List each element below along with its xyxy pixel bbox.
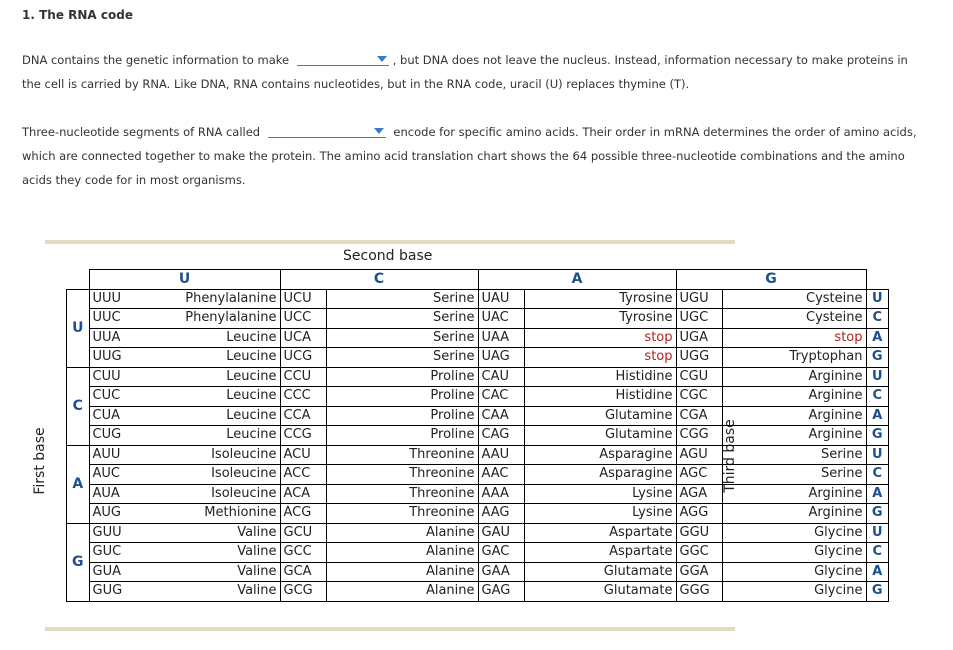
codon: UGU: [676, 289, 722, 309]
amino-acid: Tyrosine: [524, 289, 676, 309]
codon-row: [67, 328, 889, 348]
codon-table: [66, 269, 889, 602]
amino-acid: Arginine: [722, 406, 866, 426]
dropdown-arrow-icon: [377, 56, 387, 62]
amino-acid: Proline: [326, 426, 478, 446]
third-base-letter: A: [866, 562, 889, 582]
third-base-letter: C: [866, 387, 889, 407]
amino-acid: Valine: [135, 543, 281, 563]
third-base-letter: G: [866, 348, 889, 368]
second-base-header: C: [280, 270, 478, 290]
codon: AAC: [478, 465, 524, 485]
codon-row: [67, 523, 889, 543]
amino-acid: Arginine: [722, 387, 866, 407]
amino-acid: Proline: [326, 387, 478, 407]
third-base-letter: G: [866, 426, 889, 446]
codon: CUC: [89, 387, 135, 407]
amino-acid: Leucine: [135, 367, 281, 387]
codon: CGC: [676, 387, 722, 407]
codon: AAU: [478, 445, 524, 465]
codon: AGU: [676, 445, 722, 465]
codon: AGC: [676, 465, 722, 485]
codon: GAG: [478, 582, 524, 602]
amino-acid: Leucine: [135, 328, 281, 348]
amino-acid: Arginine: [722, 426, 866, 446]
paragraph-2: [22, 120, 927, 192]
amino-acid: Glycine: [722, 543, 866, 563]
amino-acid: Phenylalanine: [135, 289, 281, 309]
codon: ACA: [280, 484, 326, 504]
codon: ACU: [280, 445, 326, 465]
amino-acid: Serine: [722, 465, 866, 485]
codon-row: [67, 387, 889, 407]
first-base-letter: C: [67, 367, 90, 445]
codon: CGA: [676, 406, 722, 426]
codon: UUU: [89, 289, 135, 309]
dropdown-arrow-icon: [374, 128, 384, 134]
codon-row: [67, 582, 889, 602]
codon: UGG: [676, 348, 722, 368]
codon-row: [67, 445, 889, 465]
amino-acid: Isoleucine: [135, 465, 281, 485]
amino-acid: Phenylalanine: [135, 309, 281, 329]
paragraph-1: [22, 48, 927, 96]
codon: UCA: [280, 328, 326, 348]
amino-acid: Arginine: [722, 504, 866, 524]
codon-row: [67, 289, 889, 309]
bottom-divider: [45, 627, 735, 631]
codon: GUG: [89, 582, 135, 602]
codon: CCA: [280, 406, 326, 426]
codon: GCA: [280, 562, 326, 582]
amino-acid: Serine: [722, 445, 866, 465]
second-base-header: A: [478, 270, 676, 290]
amino-acid: Valine: [135, 582, 281, 602]
codon-row: [67, 562, 889, 582]
amino-acid: Glycine: [722, 523, 866, 543]
amino-acid: Glutamate: [524, 582, 676, 602]
first-base-label: First base: [32, 427, 48, 495]
codon: CAA: [478, 406, 524, 426]
second-base-label: Second base: [343, 248, 433, 264]
codon: GCU: [280, 523, 326, 543]
table-corner: [67, 270, 90, 290]
amino-acid: Glycine: [722, 562, 866, 582]
codon: AUC: [89, 465, 135, 485]
codon: GAC: [478, 543, 524, 563]
amino-acid: Isoleucine: [135, 445, 281, 465]
codon: CCU: [280, 367, 326, 387]
third-base-label: Third base: [722, 419, 738, 493]
amino-acid: Leucine: [135, 426, 281, 446]
amino-acid: Leucine: [135, 387, 281, 407]
paragraph-1-before: DNA contains the genetic information to make: [22, 53, 290, 67]
codon: GGG: [676, 582, 722, 602]
amino-acid: Alanine: [326, 543, 478, 563]
codon: CAC: [478, 387, 524, 407]
codon-row: [67, 484, 889, 504]
codon: CUG: [89, 426, 135, 446]
codon: GCC: [280, 543, 326, 563]
amino-acid: Leucine: [135, 406, 281, 426]
third-base-letter: G: [866, 582, 889, 602]
codon: GUC: [89, 543, 135, 563]
first-base-wrap: [32, 427, 48, 495]
codon: CGU: [676, 367, 722, 387]
codon-row: [67, 348, 889, 368]
codon: AGA: [676, 484, 722, 504]
codon: AAA: [478, 484, 524, 504]
amino-acid: Serine: [326, 289, 478, 309]
amino-acid: Glutamate: [524, 562, 676, 582]
codon: UUA: [89, 328, 135, 348]
codon: UAC: [478, 309, 524, 329]
third-base-letter: A: [866, 484, 889, 504]
codon: ACC: [280, 465, 326, 485]
amino-acid: stop: [524, 348, 676, 368]
amino-acid: Methionine: [135, 504, 281, 524]
amino-acid: Glutamine: [524, 406, 676, 426]
codon: GGC: [676, 543, 722, 563]
first-base-letter: A: [67, 445, 90, 523]
amino-acid: Arginine: [722, 484, 866, 504]
codon-row: [67, 426, 889, 446]
codon: UCC: [280, 309, 326, 329]
third-base-letter: U: [866, 289, 889, 309]
first-base-letter: U: [67, 289, 90, 367]
codon: UCG: [280, 348, 326, 368]
amino-acid: Lysine: [524, 504, 676, 524]
amino-acid: Aspartate: [524, 523, 676, 543]
codon: GCG: [280, 582, 326, 602]
third-base-letter: G: [866, 504, 889, 524]
amino-acid: Proline: [326, 367, 478, 387]
amino-acid: stop: [722, 328, 866, 348]
codon: CAU: [478, 367, 524, 387]
amino-acid: Isoleucine: [135, 484, 281, 504]
amino-acid: Valine: [135, 562, 281, 582]
amino-acid: Valine: [135, 523, 281, 543]
codon: AAG: [478, 504, 524, 524]
codon: UAG: [478, 348, 524, 368]
codon-row: [67, 309, 889, 329]
amino-acid: Proline: [326, 406, 478, 426]
third-base-letter: A: [866, 328, 889, 348]
amino-acid: Threonine: [326, 445, 478, 465]
amino-acid: Tryptophan: [722, 348, 866, 368]
amino-acid: Cysteine: [722, 289, 866, 309]
third-base-letter: U: [866, 523, 889, 543]
dropdown-1[interactable]: [297, 51, 389, 66]
top-divider: [45, 240, 735, 244]
codon: CCC: [280, 387, 326, 407]
codon: UCU: [280, 289, 326, 309]
codon: GAU: [478, 523, 524, 543]
second-base-header: G: [676, 270, 866, 290]
paragraph-1-after: , but DNA does not leave the nucleus. Instead, information necessary to make proteins in the cell is carried by RNA. Like DNA, RNA contains nucleotides, but in the RNA code, uracil (U) replaces thymine (T).: [22, 53, 908, 91]
paragraph-2-after: encode for specific amino acids. Their order in mRNA determines the order of amino acids, which are connected together to make the protein. The amino acid translation chart shows the 64 possible three-nucleotide combinations and the amino acids they code for in most organisms.: [22, 125, 917, 187]
codon-row: [67, 543, 889, 563]
amino-acid: Threonine: [326, 504, 478, 524]
codon: UGA: [676, 328, 722, 348]
codon: AUA: [89, 484, 135, 504]
codon-row: [67, 504, 889, 524]
amino-acid: Serine: [326, 328, 478, 348]
amino-acid: Tyrosine: [524, 309, 676, 329]
codon: GGA: [676, 562, 722, 582]
dropdown-2[interactable]: [268, 123, 386, 138]
third-base-letter: A: [866, 406, 889, 426]
codon: UUG: [89, 348, 135, 368]
amino-acid: Aspartate: [524, 543, 676, 563]
third-base-letter: C: [866, 309, 889, 329]
third-base-letter: U: [866, 445, 889, 465]
codon: GUU: [89, 523, 135, 543]
codon: GAA: [478, 562, 524, 582]
codon: AUU: [89, 445, 135, 465]
codon: UAU: [478, 289, 524, 309]
codon: CUU: [89, 367, 135, 387]
codon: ACG: [280, 504, 326, 524]
third-base-letter: C: [866, 465, 889, 485]
amino-acid: Histidine: [524, 387, 676, 407]
amino-acid: Asparagine: [524, 445, 676, 465]
codon: AUG: [89, 504, 135, 524]
amino-acid: Threonine: [326, 484, 478, 504]
amino-acid: Lysine: [524, 484, 676, 504]
table-corner: [866, 270, 889, 290]
codon: AGG: [676, 504, 722, 524]
amino-acid: Arginine: [722, 367, 866, 387]
second-base-header: U: [89, 270, 280, 290]
amino-acid: Histidine: [524, 367, 676, 387]
section-title: 1. The RNA code: [22, 8, 133, 22]
amino-acid: Serine: [326, 309, 478, 329]
amino-acid: Threonine: [326, 465, 478, 485]
amino-acid: Glycine: [722, 582, 866, 602]
amino-acid: Glutamine: [524, 426, 676, 446]
third-base-letter: U: [866, 367, 889, 387]
codon: GGU: [676, 523, 722, 543]
codon: UAA: [478, 328, 524, 348]
codon: GUA: [89, 562, 135, 582]
codon-row: [67, 465, 889, 485]
codon: CCG: [280, 426, 326, 446]
codon-row: [67, 406, 889, 426]
amino-acid: Alanine: [326, 562, 478, 582]
codon-row: [67, 367, 889, 387]
codon: UGC: [676, 309, 722, 329]
codon: CGG: [676, 426, 722, 446]
codon: CAG: [478, 426, 524, 446]
amino-acid: Serine: [326, 348, 478, 368]
first-base-letter: G: [67, 523, 90, 601]
amino-acid: Asparagine: [524, 465, 676, 485]
amino-acid: Cysteine: [722, 309, 866, 329]
codon: UUC: [89, 309, 135, 329]
paragraph-2-before: Three-nucleotide segments of RNA called: [22, 125, 261, 139]
amino-acid: Leucine: [135, 348, 281, 368]
amino-acid: stop: [524, 328, 676, 348]
codon: CUA: [89, 406, 135, 426]
amino-acid: Alanine: [326, 523, 478, 543]
amino-acid: Alanine: [326, 582, 478, 602]
third-base-letter: C: [866, 543, 889, 563]
